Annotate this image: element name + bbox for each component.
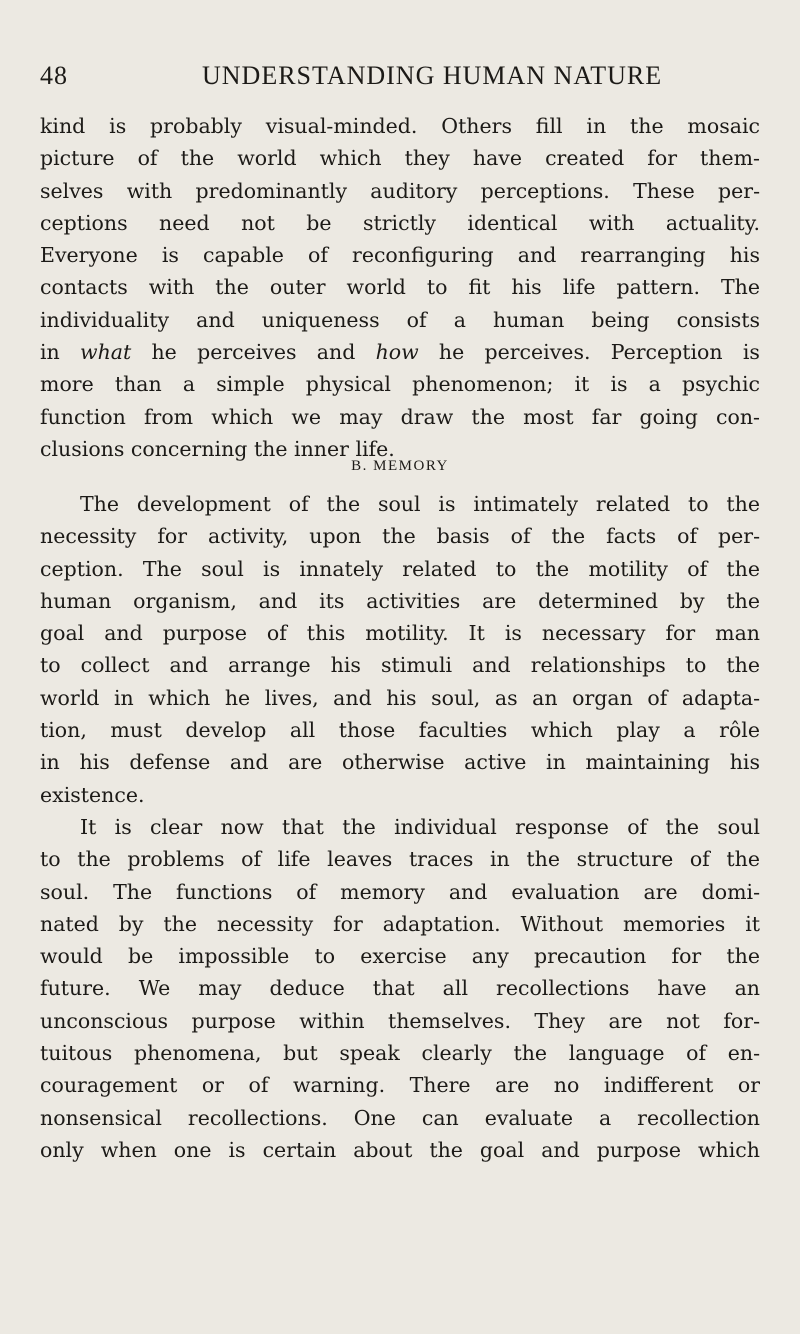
text-line: clusions concerning the inner life. [40,436,395,461]
running-title: UNDERSTANDING HUMAN NATURE [202,61,663,90]
paragraph-memory-purpose [40,811,760,1166]
paragraph-perception-end [40,110,760,465]
text-line: unconscious purpose within themselves. They are not for- [40,1008,760,1033]
text-line: Everyone is capable of reconfiguring and rearranging his [40,243,760,268]
text-line: ceptions need not be strictly identical with actuality. [40,210,760,235]
paragraph-memory-intro [40,488,760,811]
text-line: nonsensical recollections. One can evaluate a recollection [40,1105,760,1130]
text-line: individuality and uniqueness of a human being consists [40,307,760,332]
text-line: It is clear now that the individual response of the soul [80,815,760,839]
text-line: ception. The soul is innately related to the motility of the [40,556,760,581]
page-number: 48 [40,61,68,90]
text-line: to the problems of life leaves traces in the structure of the [40,847,760,872]
emphasis-what: what [80,340,132,365]
text-line-with-emphasis [40,336,760,368]
text-line: selves with predominantly auditory perceptions. These per- [40,178,760,203]
text-fragment: in [40,340,60,365]
emphasis-how: how [375,340,419,365]
text-line: soul. The functions of memory and evaluation are domi- [40,879,760,904]
text-line: goal and purpose of this motility. It is necessary for man [40,621,760,646]
text-line: The development of the soul is intimately related to the [80,492,760,516]
text-line: kind is probably visual-minded. Others fill in the mosaic [40,114,760,138]
section-heading: B. MEMORY [351,458,449,474]
text-line: more than a simple physical phenomenon; it is a psychic [40,372,760,397]
text-line: function from which we may draw the most far going con- [40,404,760,429]
text-line: tuitous phenomena, but speak clearly the language of en- [40,1041,760,1066]
text-line: world in which he lives, and his soul, as an organ of adapta- [40,685,760,710]
text-line: in his defense and are otherwise active in maintaining his [40,750,760,775]
text-line: future. We may deduce that all recollections have an [40,976,760,1001]
text-fragment: he perceives and [151,340,356,365]
text-line: nated by the necessity for adaptation. Without memories it [40,911,760,936]
running-head [40,58,760,94]
text-line: tion, must develop all those faculties which play a rôle [40,718,760,743]
text-fragment: he perceives. Perception is [438,340,760,365]
text-line: contacts with the outer world to fit his life pattern. The [40,275,760,300]
text-line: to collect and arrange his stimuli and relationships to the [40,653,760,678]
text-line: existence. [40,782,145,807]
text-line: would be impossible to exercise any precaution for the [40,944,760,969]
text-line: necessity for activity, upon the basis of the facts of per- [40,524,760,549]
text-line: only when one is certain about the goal and purpose which [40,1137,760,1162]
text-line: picture of the world which they have created for them- [40,146,760,171]
text-line: human organism, and its activities are determined by the [40,588,760,613]
text-line: couragement or of warning. There are no indifferent or [40,1073,760,1098]
